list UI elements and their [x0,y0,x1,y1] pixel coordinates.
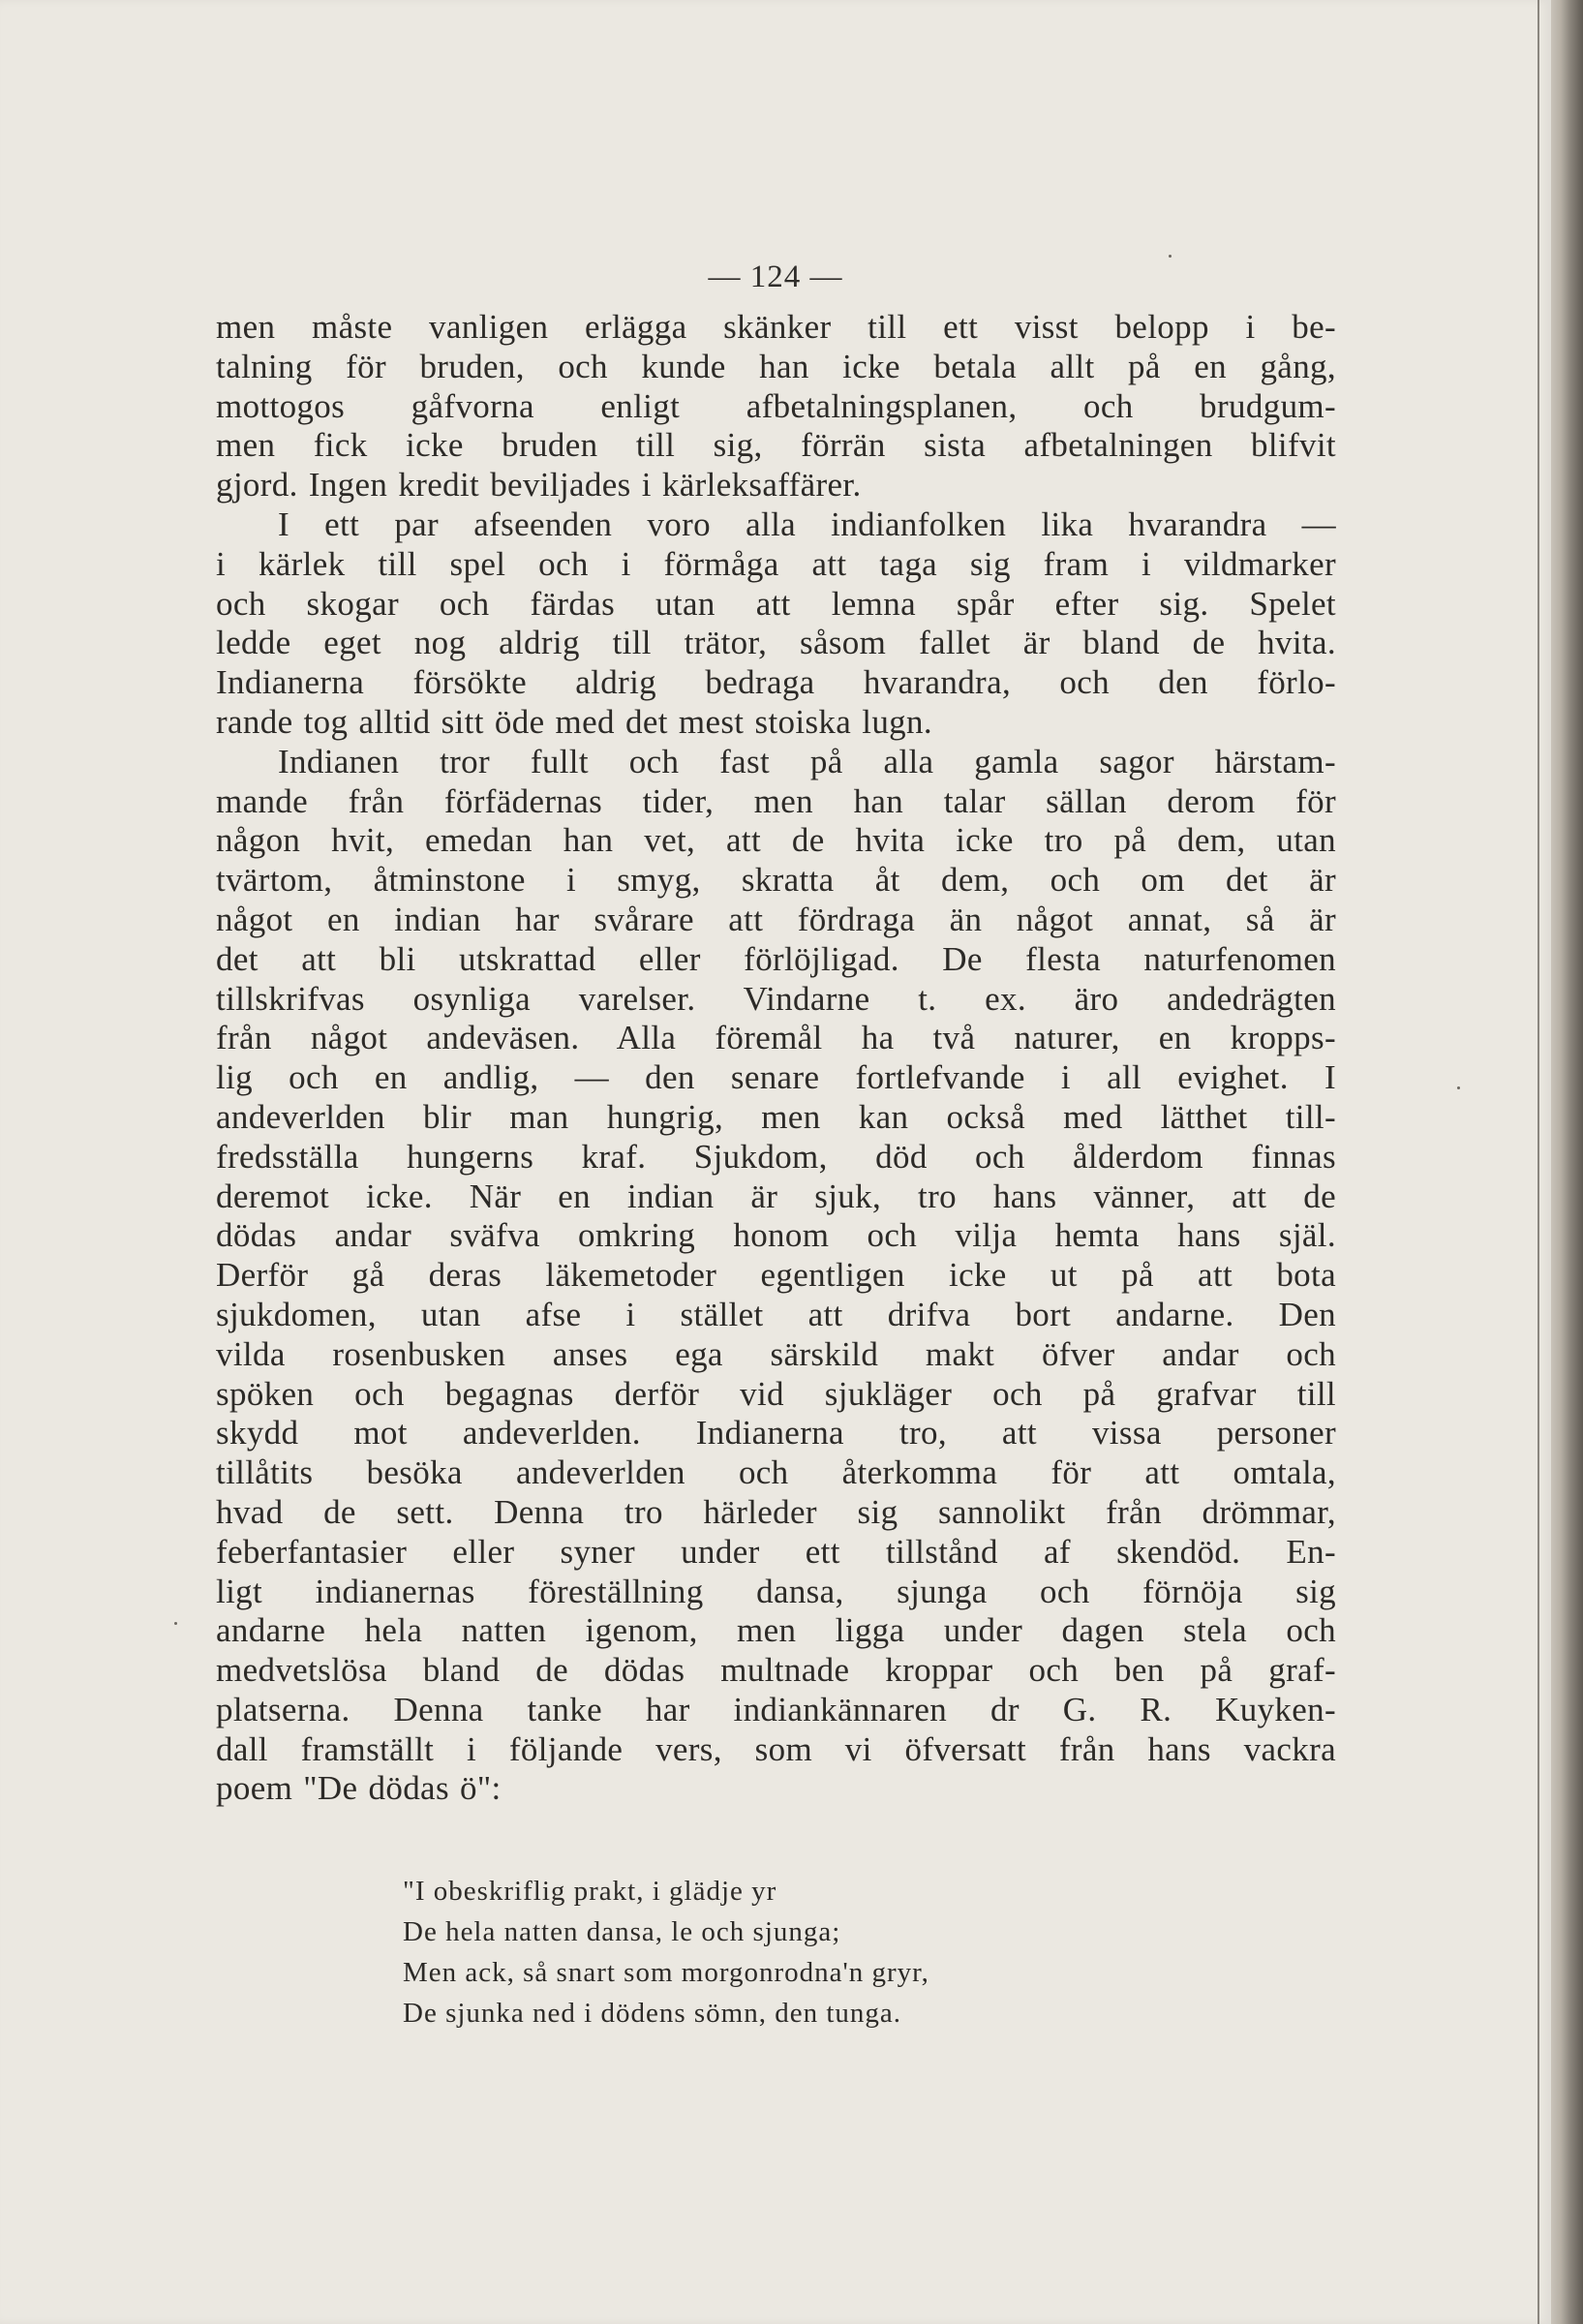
page-edge [1551,0,1583,2324]
text-line: Indianerna försökte aldrig bedraga hvarandra, och den förlo- [216,663,1336,702]
text-line: skydd mot andeverlden. Indianerna tro, att vissa personer [216,1414,1336,1452]
text-line: tillskrifvas osynliga varelser. Vindarne t. ex. äro andedrägten [216,979,1336,1018]
text-line: men måste vanligen erlägga skänker till ett visst belopp i be- [216,308,1336,346]
poem-line: "I obeskriflig prakt, i glädje yr [403,1876,777,1907]
paper-speck [1457,1086,1460,1089]
poem-stanza [403,1871,929,2034]
text-line: deremot icke. När en indian är sjuk, tro hans vänner, att de [216,1177,1336,1215]
text-line: och skogar och färdas utan att lemna spår efter sig. Spelet [216,584,1336,623]
text-line: dall framställt i följande vers, som vi öfversatt från hans vackra [216,1729,1336,1768]
text-line: platserna. Denna tanke har indiankännaren dr G. R. Kuyken- [216,1690,1336,1728]
text-line: feberfantasier eller syner under ett tillstånd af skendöd. En- [216,1532,1336,1571]
text-line: men fick icke bruden till sig, förrän sista afbetalningen blifvit [216,426,1336,465]
page-fold-line [1537,0,1539,2324]
text-line: Derför gå deras läkemetoder egentligen icke ut på att bota [216,1256,1336,1295]
text-line: mande från förfädernas tider, men han talar sällan derom för [216,781,1336,820]
text-line: spöken och begagnas derför vid sjukläger och på grafvar till [216,1374,1336,1413]
text-line: rande tog alltid sitt öde med det mest stoiska lugn. [216,702,932,741]
text-line: tillåtits besöka andeverlden och återkomma för att omtala, [216,1453,1336,1492]
text-line: medvetslösa bland de dödas multnade kroppar och ben på graf- [216,1651,1336,1690]
text-line: talning för bruden, och kunde han icke betala allt på en gång, [216,347,1336,385]
text-line: fredsställa hungerns kraf. Sjukdom, död och ålderdom finnas [216,1137,1336,1176]
text-line: tvärtom, åtminstone i smyg, skratta åt dem, och om det är [216,861,1336,900]
text-line: I ett par afseenden voro alla indianfolken lika hvarandra — [278,505,1336,543]
text-line: hvad de sett. Denna tro härleder sig sannolikt från drömmar, [216,1492,1336,1531]
text-line: något en indian har svårare att fördraga än något annat, så är [216,900,1336,938]
text-line: lig och en andlig, — den senare fortlefvande i all evighet. I [216,1058,1336,1097]
body-text [216,308,1336,1809]
page-number: — 124 — [708,260,843,294]
paper-speck [1169,255,1172,258]
text-line: poem "De dödas ö": [216,1769,502,1808]
poem-line: De sjunka ned i dödens sömn, den tunga. [403,1998,902,2029]
text-line: någon hvit, emedan han vet, att de hvita icke tro på dem, utan [216,821,1336,860]
paper-speck [174,1622,177,1625]
text-line: sjukdomen, utan afse i stället att drifva bort andarne. Den [216,1295,1336,1333]
text-line: andarne hela natten igenom, men ligga under dagen stela och [216,1611,1336,1650]
poem-line: De hela natten dansa, le och sjunga; [403,1916,841,1947]
text-line: från något andeväsen. Alla föremål ha två naturer, en kropps- [216,1019,1336,1057]
poem-line: Men ack, så snart som morgonrodna'n gryr, [403,1957,929,1988]
text-line: det att bli utskrattad eller förlöjligad. De flesta naturfenomen [216,939,1336,978]
text-line: dödas andar sväfva omkring honom och vilja hemta hans själ. [216,1216,1336,1255]
text-line: vilda rosenbusken anses ega särskild makt öfver andar och [216,1334,1336,1373]
text-line: Indianen tror fullt och fast på alla gamla sagor härstam- [278,742,1336,780]
text-line: gjord. Ingen kredit beviljades i kärleksaffärer. [216,466,862,505]
text-line: mottogos gåfvorna enligt afbetalningsplanen, och brudgum- [216,386,1336,425]
text-line: i kärlek till spel och i förmåga att taga sig fram i vildmarker [216,544,1336,583]
text-line: andeverlden blir man hungrig, men kan också med lätthet till- [216,1097,1336,1136]
text-line: ligt indianernas föreställning dansa, sjunga och förnöja sig [216,1572,1336,1610]
text-line: ledde eget nog aldrig till trätor, såsom fallet är bland de hvita. [216,624,1336,662]
